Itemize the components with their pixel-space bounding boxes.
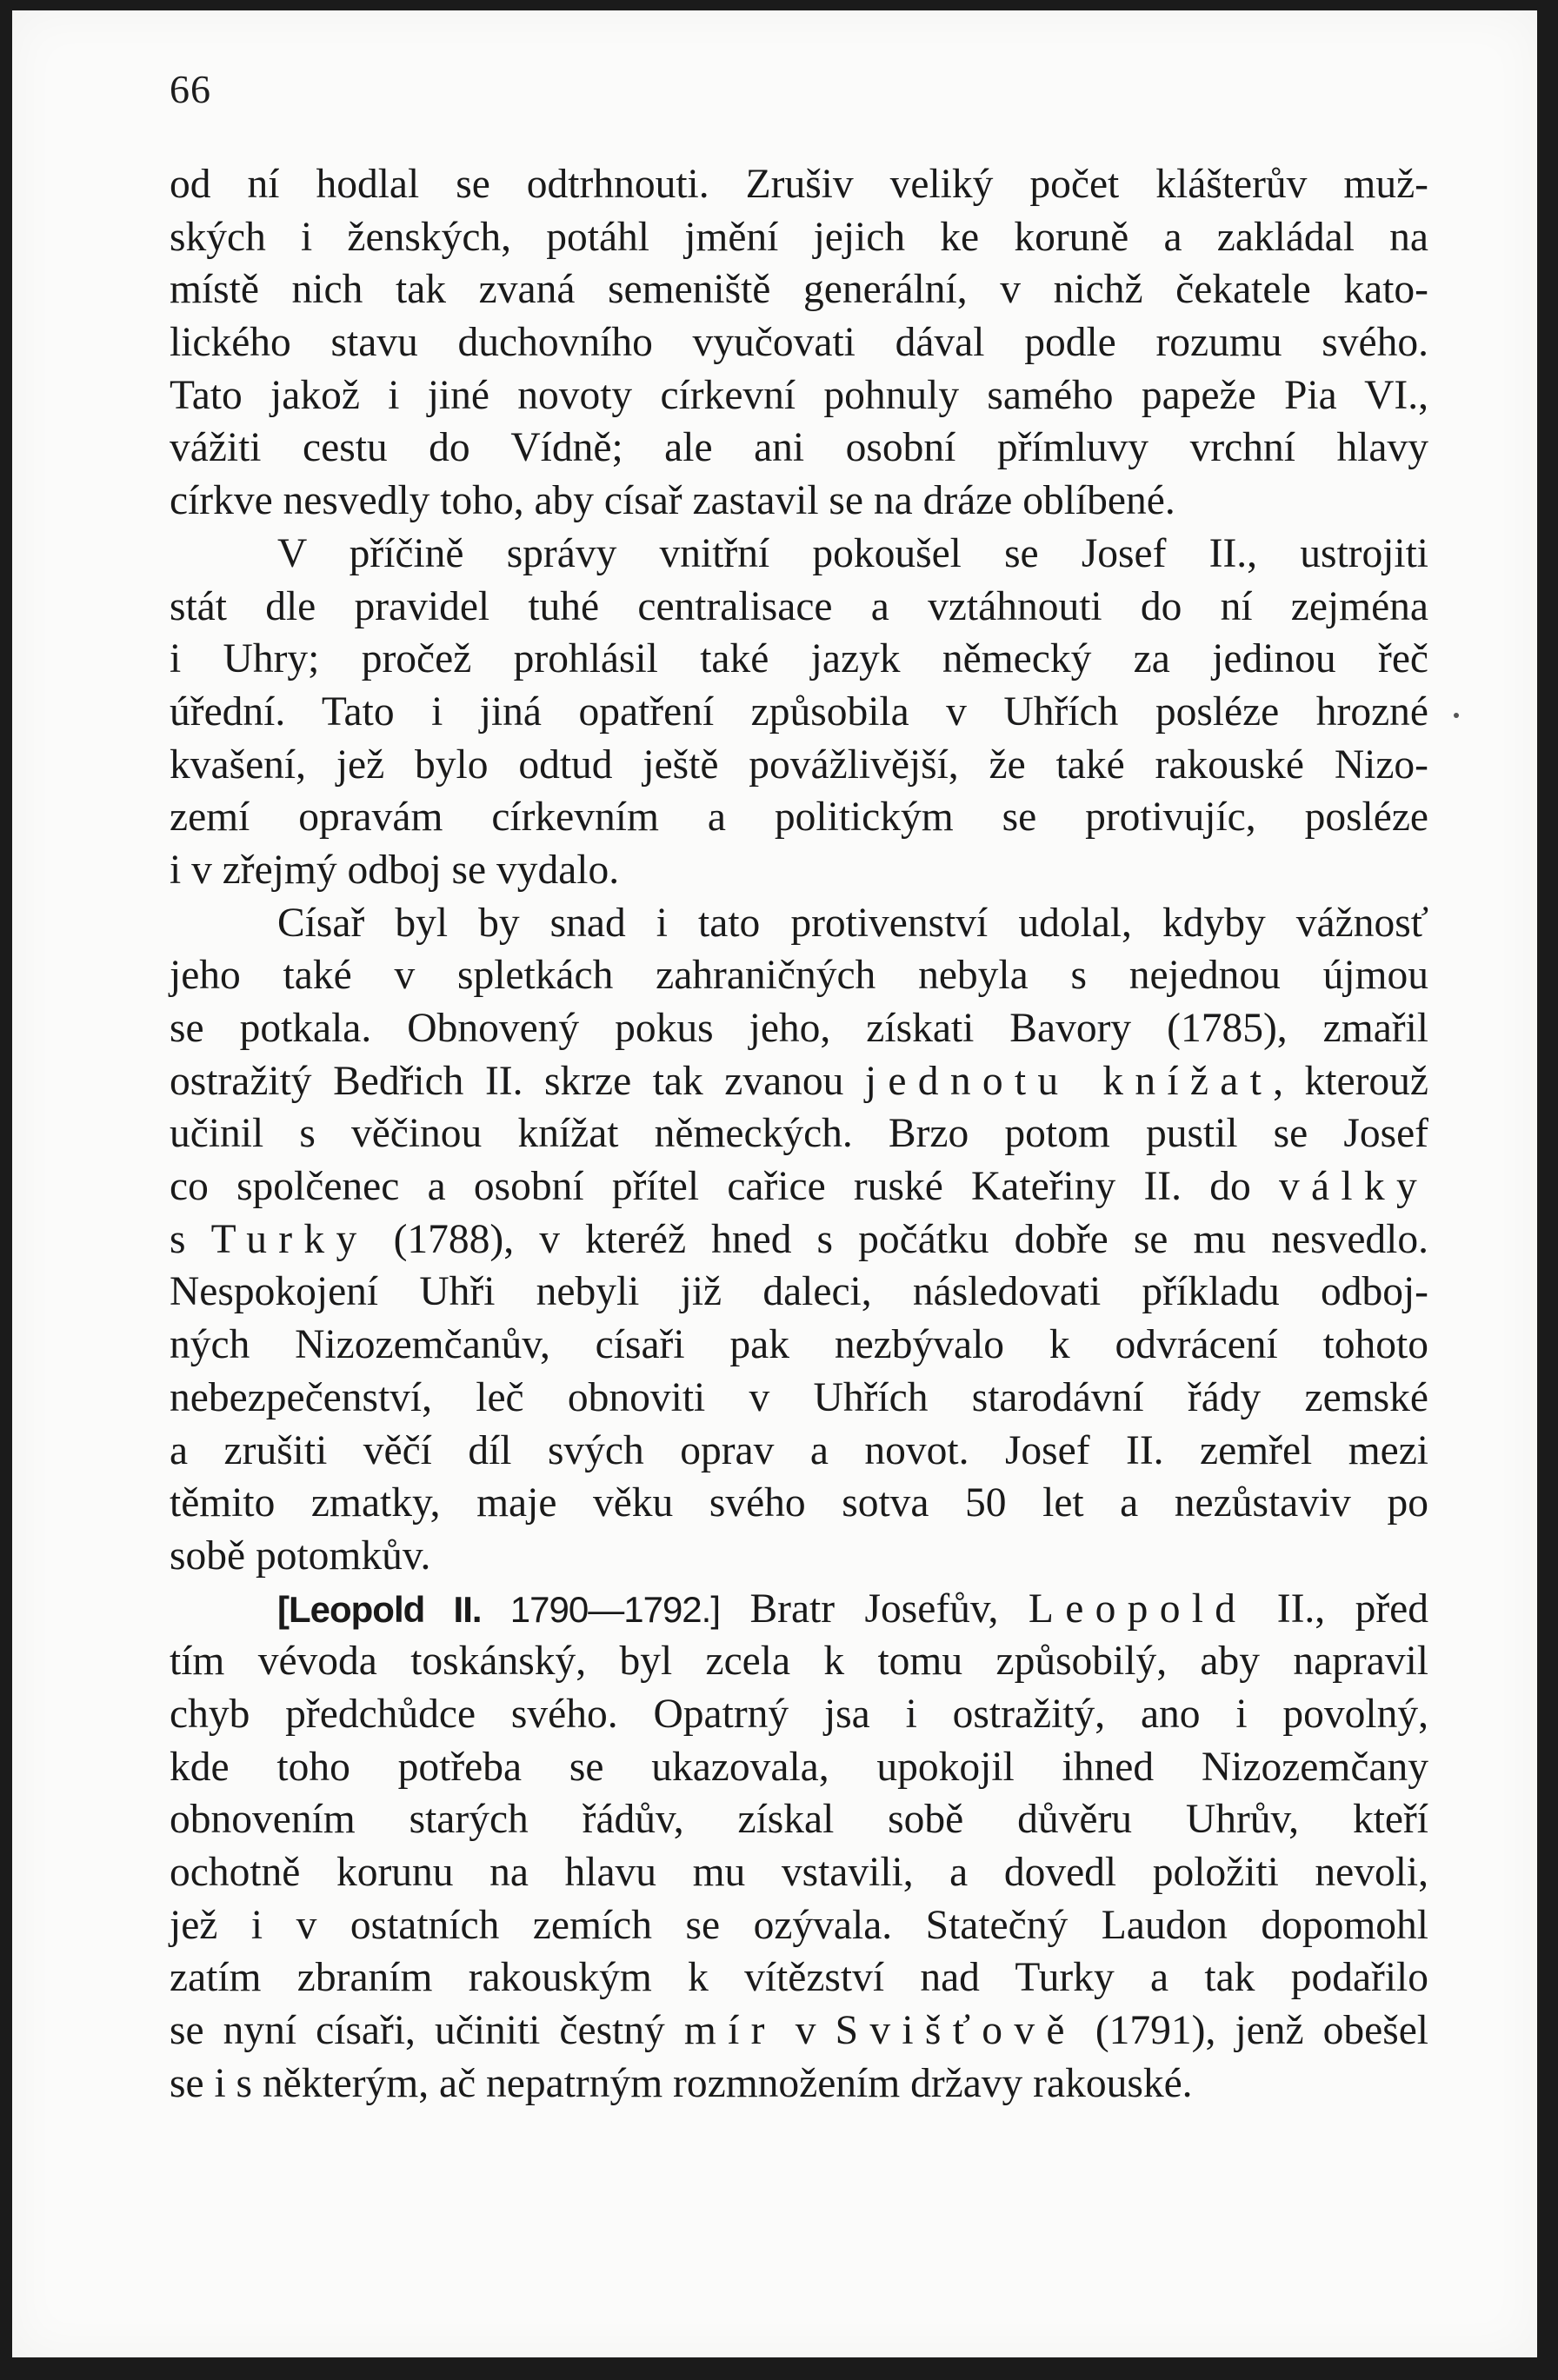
text-line — [170, 528, 1428, 581]
text-line — [170, 211, 1428, 264]
text-segment: jeho také v spletkách zahraničných nebyla s nejednou újmou — [170, 953, 1428, 999]
text-line — [170, 1635, 1428, 1688]
text-segment: Bratr Josefův, — [720, 1586, 1029, 1632]
text-line — [170, 1002, 1428, 1055]
text-line — [170, 2058, 1428, 2111]
text-line — [170, 1583, 1428, 1636]
text-segment: Nespokojení Uhři nebyli již daleci, následovati příkladu odboj- — [170, 1269, 1428, 1315]
text-segment: chyb předchůdce svého. Opatrný jsa i ostražitý, ano i povolný, — [170, 1691, 1428, 1737]
text-line — [170, 739, 1428, 792]
text-line — [170, 158, 1428, 211]
text-line — [170, 369, 1428, 422]
text-line — [170, 1319, 1428, 1372]
emphasized-text: války — [1278, 1164, 1428, 1210]
text-line — [170, 1477, 1428, 1530]
text-segment: co spolčenec a osobní přítel cařice ruské Kateřiny II. do — [170, 1164, 1279, 1210]
text-segment: kvašení, jež bylo odtud ještě povážlivější, že také rakouské Nizo- — [170, 741, 1428, 788]
text-segment: stát dle pravidel tuhé centralisace a vztáhnouti do ní zejména — [170, 583, 1428, 629]
text-line — [170, 949, 1428, 1002]
text-segment: od ní hodlal se odtrhnouti. Zrušiv veliký počet klášterův muž- — [170, 162, 1428, 207]
text-segment: kde toho potřeba se ukazovala, upokojil ihned Nizozemčany — [170, 1744, 1428, 1790]
text-line — [170, 1951, 1428, 2004]
paragraph — [170, 158, 1428, 528]
text-line — [170, 1899, 1428, 1952]
text-segment: sobě potomkův. — [170, 1532, 431, 1579]
text-segment: nebezpečenství, leč obnoviti v Uhřích starodávní řády zemské — [170, 1374, 1428, 1420]
text-segment: (1788), v kteréž hned s počátku dobře se mu nesvedlo. — [368, 1216, 1428, 1262]
text-line — [170, 1793, 1428, 1846]
text-segment: ských i ženských, potáhl jmění jejich ke koruně a zakládal na — [170, 214, 1428, 260]
text-segment: tím vévoda toskánský, byl zcela k tomu způsobilý, aby napravil — [170, 1639, 1428, 1685]
text-line — [170, 844, 1428, 897]
text-segment: ných Nizozemčanův, císaři pak nezbývalo k odvrácení tohoto — [170, 1322, 1428, 1368]
text-line — [170, 791, 1428, 844]
text-segment: lického stavu duchovního vyučovati dával podle rozumu svého. — [170, 320, 1428, 366]
text-line — [170, 686, 1428, 739]
text-line — [170, 633, 1428, 686]
text-segment: i v zřejmý odboj se vydalo. — [170, 847, 620, 893]
text-segment: místě nich tak zvaná semeniště generální, v nichž čekatele kato- — [170, 267, 1428, 313]
text-line — [170, 316, 1428, 369]
text-line — [170, 581, 1428, 634]
text-line — [170, 263, 1428, 316]
text-segment: se nyní císaři, učiniti čestný — [170, 2008, 684, 2054]
text-segment: obnovením starých řádův, získal sobě důvěru Uhrův, kteří — [170, 1797, 1428, 1843]
text-segment: učinil s věčinou knížat německých. Brzo potom pustil se Josef — [170, 1111, 1428, 1157]
text-segment: zatím zbraním rakouským k vítězství nad Turky a tak podařilo — [170, 1955, 1428, 2001]
text-segment: zemí opravám církevním a politickým se protivujíc, posléze — [170, 794, 1428, 841]
side-heading: [Leopold II. — [277, 1588, 482, 1630]
text-line — [170, 897, 1428, 950]
paragraph — [170, 528, 1428, 897]
text-line — [170, 1266, 1428, 1319]
text-segment: v — [776, 2008, 836, 2054]
text-line — [170, 1107, 1428, 1160]
text-line — [170, 1372, 1428, 1425]
text-segment: i Uhry; pročež prohlásil také jazyk německý za jedinou řeč — [170, 636, 1428, 682]
text-segment: úřední. Tato i jiná opatření způsobila v Uhřích posléze hrozné — [170, 688, 1428, 735]
text-segment: jež i v ostatních zemích se ozývala. Statečný Laudon dopomohl — [170, 1902, 1428, 1948]
emphasized-text: Leopold — [1028, 1586, 1248, 1632]
emphasized-text: jednotu knížat — [864, 1058, 1274, 1104]
body-text — [170, 158, 1428, 2110]
text-segment: vážiti cestu do Vídně; ale ani osobní přímluvy vrchní hlavy — [170, 425, 1428, 471]
text-line — [170, 475, 1428, 528]
text-line — [170, 1741, 1428, 1794]
text-line — [170, 1213, 1428, 1266]
text-segment: 1790—1792.] — [481, 1588, 721, 1630]
book-page — [12, 10, 1537, 2357]
text-line — [170, 2004, 1428, 2058]
emphasized-text: Svišťově — [835, 2008, 1076, 2054]
text-line — [170, 1160, 1428, 1213]
text-segment: Tato jakož i jiné novoty církevní pohnuly samého papeže Pia VI., — [170, 372, 1428, 418]
emphasized-text: mír — [683, 2008, 776, 2054]
text-line — [170, 422, 1428, 475]
text-line — [170, 1425, 1428, 1478]
text-segment: (1791), jenž obešel — [1075, 2008, 1428, 2054]
emphasized-text: Turky — [210, 1216, 369, 1262]
text-segment: ochotně korunu na hlavu mu vstavili, a dovedl položiti nevoli, — [170, 1850, 1428, 1895]
margin-dot-mark — [1454, 713, 1459, 718]
text-segment: II., před — [1247, 1586, 1428, 1632]
text-segment: se i s některým, ač nepatrným rozmnožením državy rakouské. — [170, 2060, 1193, 2106]
text-segment: se potkala. Obnovený pokus jeho, získati Bavory (1785), zmařil — [170, 1006, 1428, 1051]
text-segment: církve nesvedly toho, aby císař zastavil se na dráze oblíbené. — [170, 478, 1175, 524]
paragraph — [170, 1583, 1428, 2111]
text-line — [170, 1846, 1428, 1899]
text-segment: a zrušiti věčí díl svých oprav a novot. Josef II. zemřel mezi — [170, 1427, 1428, 1473]
paragraph — [170, 897, 1428, 1583]
text-segment: V příčině správy vnitřní pokoušel se Josef II., ustrojiti — [277, 530, 1428, 576]
text-line — [170, 1055, 1428, 1108]
text-segment: s — [170, 1216, 211, 1262]
page-number: 66 — [170, 67, 211, 111]
text-segment: ostražitý Bedřich II. skrze tak zvanou — [170, 1058, 865, 1104]
text-line — [170, 1688, 1428, 1741]
text-segment: těmito zmatky, maje věku svého sotva 50 let a nezůstaviv po — [170, 1480, 1428, 1526]
text-segment: , kterouž — [1273, 1058, 1428, 1104]
text-line — [170, 1530, 1428, 1583]
text-segment: Císař byl by snad i tato protivenství udolal, kdyby vážnosť — [277, 900, 1428, 946]
